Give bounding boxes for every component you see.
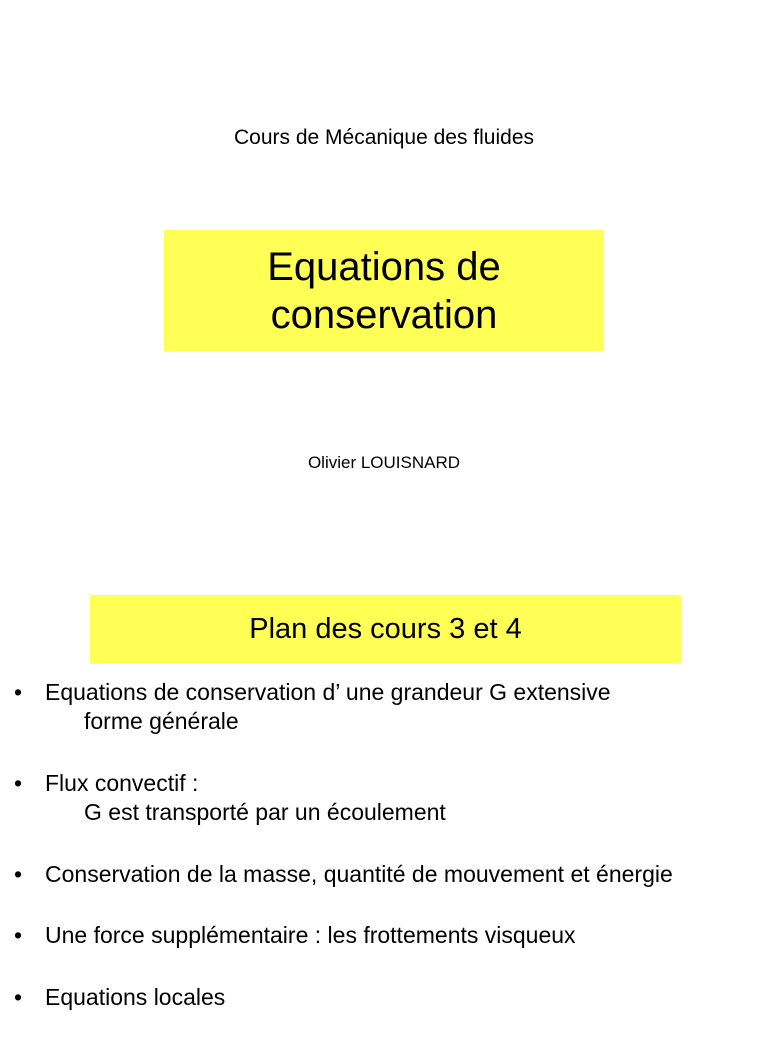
author-name: Olivier LOUISNARD: [307, 453, 461, 472]
bullet-text: Equations locales: [45, 984, 226, 1010]
main-title-box: [164, 230, 604, 351]
plan-heading: Plan des cours 3 et 4: [249, 613, 522, 645]
bullet-dot: •: [14, 922, 23, 948]
main-title-line-2: conservation: [270, 292, 498, 337]
plan-heading-box: [90, 595, 681, 663]
bullet-item: [0, 769, 768, 827]
bullet-item: [0, 678, 768, 736]
main-title-line-1: Equations de: [267, 244, 501, 289]
bullet-dot: •: [14, 984, 23, 1010]
bullet-item: [0, 921, 768, 950]
bullet-dot: •: [14, 679, 23, 705]
bullet-subtext: forme générale: [84, 708, 239, 734]
bullet-text: Une force supplémentaire : les frottements visqueux: [45, 922, 576, 948]
bullet-text: Equations de conservation d’ une grandeur G extensive: [45, 679, 611, 705]
bullet-item: [0, 860, 768, 889]
bullet-text: Conservation de la masse, quantité de mouvement et énergie: [45, 861, 673, 887]
bullet-dot: •: [14, 770, 23, 796]
plan-bullet-list: [0, 678, 768, 1045]
bullet-subtext: G est transporté par un écoulement: [84, 799, 446, 825]
bullet-item: [0, 983, 768, 1012]
bullet-text: Flux convectif :: [45, 770, 199, 796]
bullet-dot: •: [14, 861, 23, 887]
course-title: Cours de Mécanique des fluides: [233, 126, 534, 149]
